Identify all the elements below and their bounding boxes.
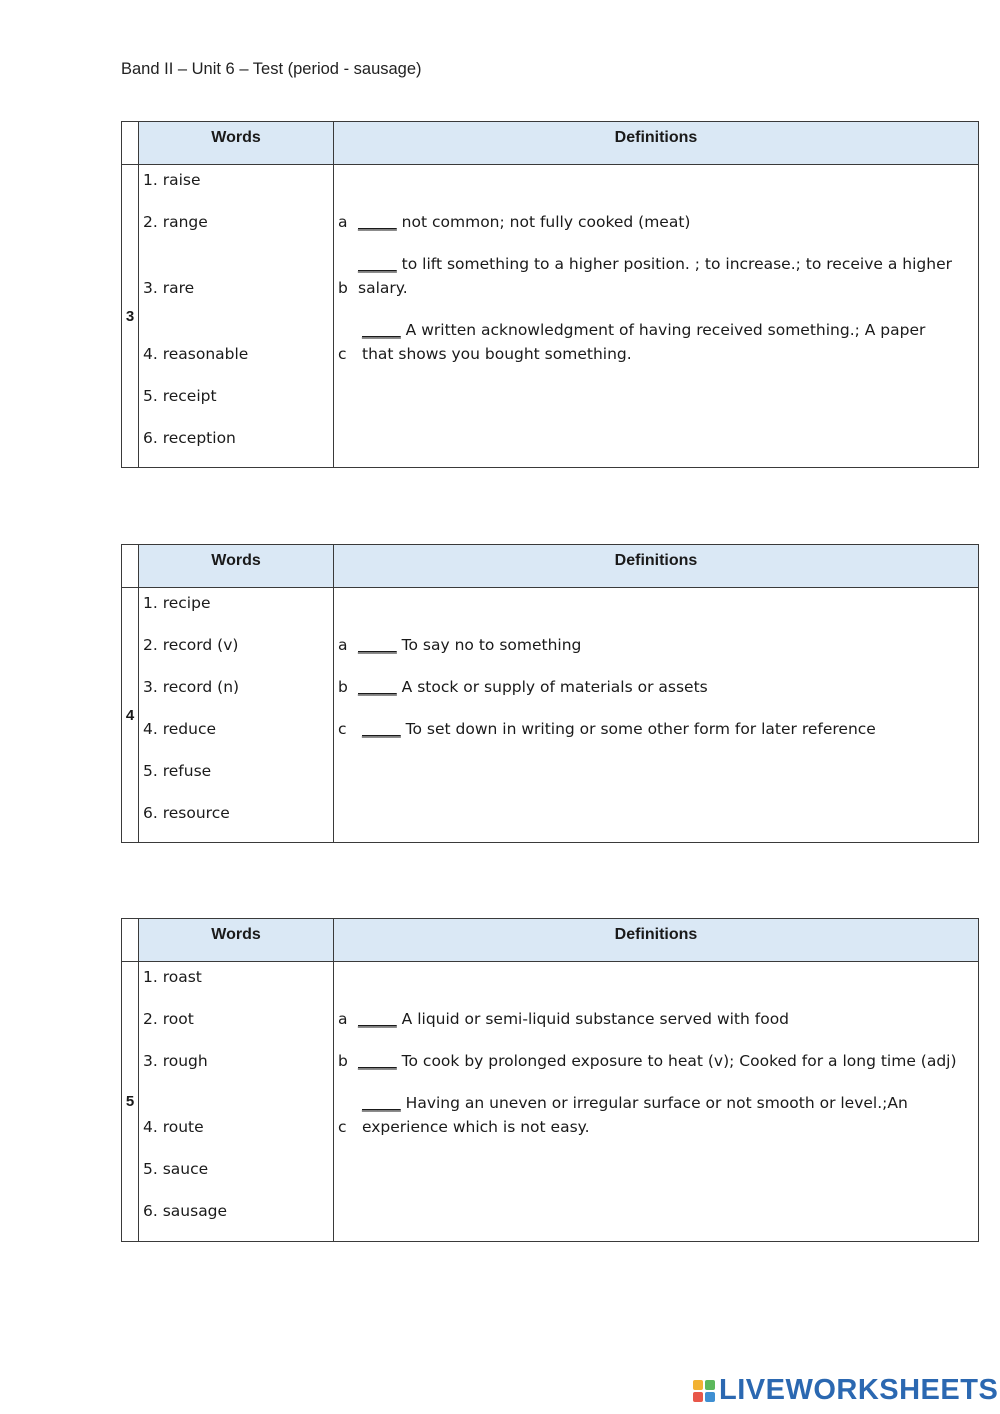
definition-item: [338, 1007, 958, 1031]
page-title: Band II – Unit 6 – Test (period - sausage): [121, 60, 422, 78]
definition-item: [338, 1049, 958, 1073]
word-item: 3. record (n): [143, 678, 240, 696]
section-number: 4: [122, 588, 139, 842]
word-item: 6. reception: [143, 429, 236, 447]
answer-blank[interactable]: _____: [362, 1094, 401, 1112]
definition-text: A written acknowledgment of having received something.; A paper that shows you bought something.: [362, 321, 926, 363]
word-item: 6. sausage: [143, 1202, 228, 1220]
answer-blank[interactable]: _____: [358, 1052, 397, 1070]
word-item: 4. reduce: [143, 720, 217, 738]
definition-text: A stock or supply of materials or assets: [396, 678, 708, 696]
definitions-header: Definitions: [334, 919, 978, 961]
definition-item: [338, 1091, 958, 1139]
answer-blank[interactable]: _____: [358, 255, 397, 273]
word-item: 1. raise: [143, 171, 201, 189]
answer-blank[interactable]: _____: [358, 678, 397, 696]
words-header: Words: [139, 545, 334, 587]
definition-text: To say no to something: [396, 636, 582, 654]
word-item: 2. root: [143, 1010, 194, 1028]
definitions-header: Definitions: [334, 545, 978, 587]
brand-name: LIVEWORKSHEETS: [719, 1374, 999, 1406]
answer-blank[interactable]: _____: [358, 213, 397, 231]
word-item: 6. resource: [143, 804, 230, 822]
liveworksheets-logo: [693, 1374, 998, 1407]
word-item: 4. route: [143, 1118, 204, 1136]
word-item: 2. range: [143, 213, 208, 231]
definition-letter: b: [338, 279, 348, 297]
definition-text: To cook by prolonged exposure to heat (v); Cooked for a long time (adj): [396, 1052, 957, 1070]
definition-list: [334, 588, 978, 842]
word-item: 5. sauce: [143, 1160, 209, 1178]
definition-item: [338, 318, 958, 366]
definition-text: Having an uneven or irregular surface or not smooth or level.;An experience which is not easy.: [362, 1094, 908, 1136]
section-number: 3: [122, 165, 139, 467]
table-header: [122, 545, 978, 588]
answer-blank[interactable]: _____: [362, 720, 401, 738]
word-item: 3. rare: [143, 279, 195, 297]
answer-blank[interactable]: _____: [358, 1010, 397, 1028]
word-list: [139, 165, 334, 467]
definition-letter: c: [338, 1118, 347, 1136]
definition-letter: b: [338, 678, 348, 696]
definition-letter: b: [338, 1052, 348, 1070]
definition-letter: a: [338, 636, 348, 654]
definition-list: [334, 165, 978, 467]
word-list: [139, 962, 334, 1241]
section-number: 5: [122, 962, 139, 1241]
definition-item: [338, 210, 958, 234]
definition-item: [338, 252, 958, 300]
definition-item: [338, 675, 958, 699]
word-item: 4. reasonable: [143, 345, 249, 363]
word-item: 3. rough: [143, 1052, 208, 1070]
words-header: Words: [139, 122, 334, 164]
logo-icon: [693, 1380, 715, 1402]
answer-blank[interactable]: _____: [362, 321, 401, 339]
definition-letter: c: [338, 345, 347, 363]
word-list: [139, 588, 334, 842]
definition-letter: a: [338, 213, 348, 231]
definition-text: To set down in writing or some other form for later reference: [400, 720, 876, 738]
words-header: Words: [139, 919, 334, 961]
word-item: 1. recipe: [143, 594, 211, 612]
matching-table-4: [121, 544, 979, 843]
matching-table-5: [121, 918, 979, 1242]
definition-text: to lift something to a higher position. ; to increase.; to receive a higher salary.: [358, 255, 952, 297]
definition-text: not common; not fully cooked (meat): [396, 213, 691, 231]
definitions-header: Definitions: [334, 122, 978, 164]
definition-list: [334, 962, 978, 1241]
table-header: [122, 919, 978, 962]
definition-item: [338, 717, 958, 741]
word-item: 2. record (v): [143, 636, 239, 654]
definition-text: A liquid or semi-liquid substance served with food: [396, 1010, 790, 1028]
word-item: 5. receipt: [143, 387, 217, 405]
word-item: 5. refuse: [143, 762, 212, 780]
definition-item: [338, 633, 958, 657]
definition-letter: a: [338, 1010, 348, 1028]
definition-letter: c: [338, 720, 347, 738]
word-item: 1. roast: [143, 968, 202, 986]
answer-blank[interactable]: _____: [358, 636, 397, 654]
table-header: [122, 122, 978, 165]
matching-table-3: [121, 121, 979, 468]
